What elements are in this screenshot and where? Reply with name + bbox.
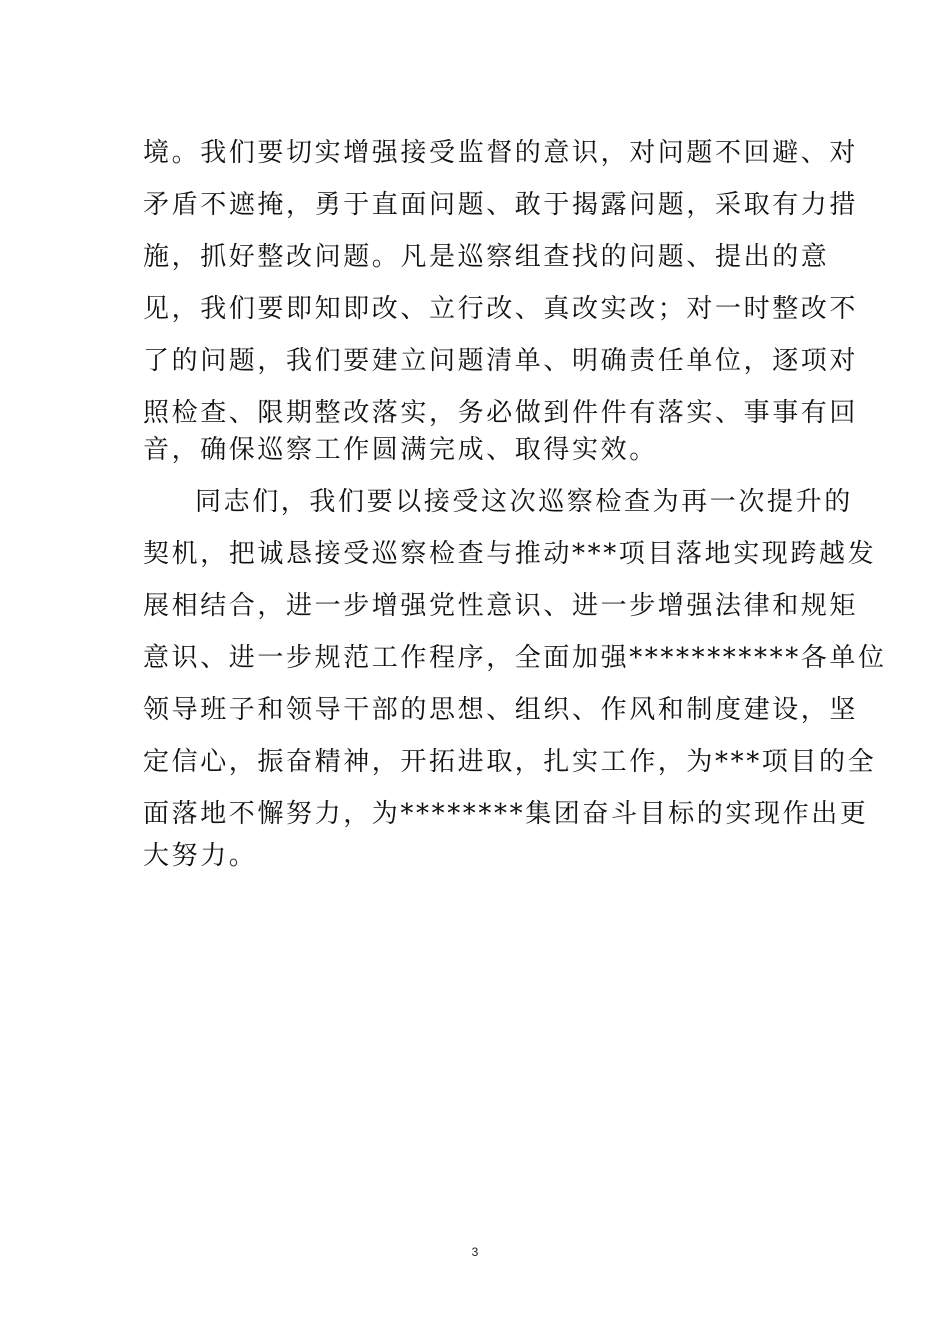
paragraph-line: 意识、进一步规范工作程序，全面加强***********各单位 bbox=[143, 643, 887, 673]
paragraph-line: 定信心，振奋精神，开拓进取，扎实工作，为***项目的全 bbox=[143, 747, 877, 777]
paragraph-line: 照检查、限期整改落实，务必做到件件有落实、事事有回 bbox=[143, 398, 859, 428]
paragraph-line: 大努力。 bbox=[143, 841, 258, 871]
paragraph-line: 展相结合，进一步增强党性意识、进一步增强法律和规矩 bbox=[143, 591, 859, 621]
paragraph-line: 见，我们要即知即改、立行改、真改实改；对一时整改不 bbox=[143, 294, 859, 324]
paragraph-line: 面落地不懈努力，为********集团奋斗目标的实现作出更 bbox=[143, 799, 869, 829]
paragraph-line: 契机，把诚恳接受巡察检查与推动***项目落地实现跨越发 bbox=[143, 539, 877, 569]
page-number: 3 bbox=[471, 1245, 479, 1259]
paragraph-line: 领导班子和领导干部的思想、组织、作风和制度建设，坚 bbox=[143, 695, 859, 725]
paragraph-line: 音，确保巡察工作圆满完成、取得实效。 bbox=[143, 435, 658, 465]
paragraph-line: 了的问题，我们要建立问题清单、明确责任单位，逐项对 bbox=[143, 346, 859, 376]
paragraph-line: 同志们，我们要以接受这次巡察检查为再一次提升的 bbox=[195, 487, 853, 517]
paragraph-line: 矛盾不遮掩，勇于直面问题、敢于揭露问题，采取有力措 bbox=[143, 190, 859, 220]
paragraph-line: 施，抓好整改问题。凡是巡察组查找的问题、提出的意 bbox=[143, 242, 830, 272]
paragraph-line: 境。我们要切实增强接受监督的意识，对问题不回避、对 bbox=[143, 138, 859, 168]
